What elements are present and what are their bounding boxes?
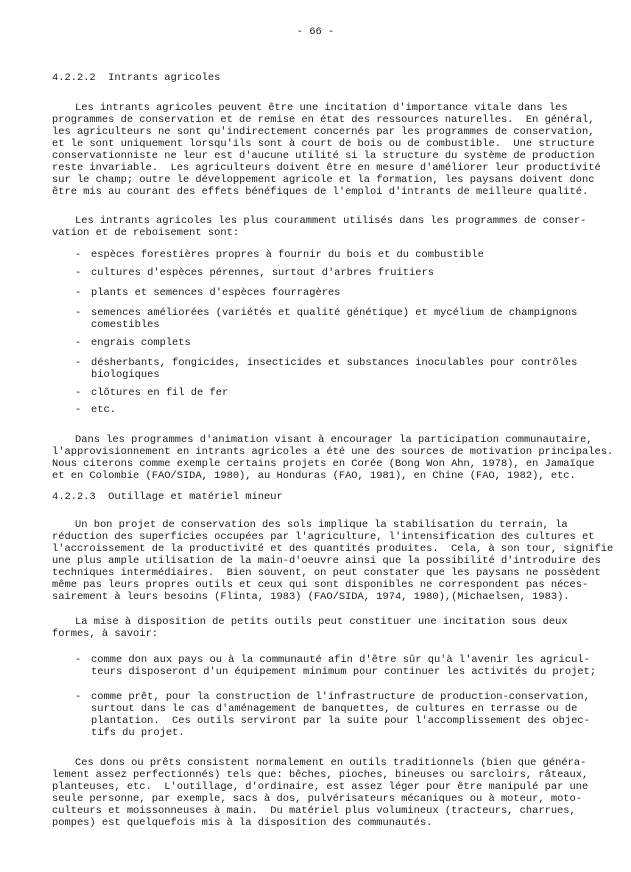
text-line: Un bon projet de conservation des sols implique la stabilisation du terrain, la: [75, 519, 568, 531]
bullet-dash-icon: -: [75, 357, 82, 369]
paragraph: [52, 519, 612, 603]
paragraph: [52, 434, 612, 482]
text-line: Les intrants agricoles les plus couramment utilisés dans les programmes de conser-: [75, 215, 587, 227]
bullet-dash-icon: -: [75, 691, 82, 703]
text-line: comestibles: [91, 319, 160, 331]
text-line: reste invariable. Les agriculteurs doivent être en mesure d'améliorer leur productivité: [52, 162, 601, 174]
text-line: être mis au courant des effets bénéfiques de l'emploi d'intrants de meilleure qualité.: [52, 186, 589, 198]
text-line: l'accroissement de la productivité et des quantités produites. Cela, à son tour, signifie: [52, 543, 614, 555]
text-line: plantation. Ces outils serviront par la suite pour l'accomplissement des objec-: [91, 715, 590, 727]
bullet-dash-icon: -: [75, 387, 82, 399]
text-line: et en Colombie (FAO/SIDA, 1980), au Honduras (FAO, 1981), en Chine (FAO, 1982), etc.: [52, 470, 576, 482]
text-line: lement assez perfectionnés) tels que: bêches, pioches, bineuses ou sarcloirs, râteaux,: [52, 769, 589, 781]
text-line: cultures d'espèces pérennes, surtout d'arbres fruitiers: [91, 267, 434, 279]
text-line: biologiques: [91, 369, 160, 381]
text-line: semences améliorées (variétés et qualité génétique) et mycélium de champignons: [91, 307, 578, 319]
text-line: réduction des superficies occupées par l'agriculture, l'intensification des cultures et: [52, 531, 595, 543]
bullet-text: [91, 287, 340, 299]
text-line: comme don aux pays ou à la communauté afin d'être sûr qu'à l'avenir les agricul-: [91, 654, 590, 666]
text-line: clôtures en fil de fer: [91, 387, 229, 399]
text-line: espèces forestières propres à fournir du bois et du combustible: [91, 249, 484, 261]
paragraph: [52, 616, 612, 640]
bullet-text: [91, 307, 577, 331]
text-line: formes, à savoir:: [52, 628, 159, 640]
text-line: désherbants, fongicides, insecticides et substances inoculables pour contrôles: [91, 357, 578, 369]
text-line: Ces dons ou prêts consistent normalement en outils traditionnels (bien que généra-: [75, 757, 587, 769]
bullet-text: [91, 691, 590, 739]
text-line: seule personne, par exemple, sacs à dos, pulvérisateurs mécaniques ou à moteur, moto-: [52, 793, 583, 805]
page-number: - 66 -: [296, 26, 335, 38]
text-line: Nous citerons comme exemple certains projets en Corée (Bong Won Ahn, 1978), en Jamaïque: [52, 458, 595, 470]
text-line: planteuses, etc. L'outillage, d'ordinaire, est assez léger pour être manipulé par une: [52, 781, 589, 793]
text-line: sur le champ; outre le développement agricole et la formation, les paysans doivent donc: [52, 174, 595, 186]
text-line: l'approvisionnement en intrants agricoles a été une des sources de motivation principales.: [52, 446, 614, 458]
section-heading-4-2-2-3: 4.2.2.3 Outillage et matériel mineur: [52, 491, 283, 503]
text-line: Les intrants agricoles peuvent être une incitation d'importance vitale dans les: [75, 102, 568, 114]
text-line: tifs du projet.: [91, 727, 185, 739]
bullet-dash-icon: -: [75, 249, 82, 261]
bullet-dash-icon: -: [75, 337, 82, 349]
text-line: techniques intermédiaires. Bien souvent, on peut constater que les paysans ne possèdent: [52, 567, 601, 579]
text-line: vation et de reboisement sont:: [52, 227, 240, 239]
bullet-text: [91, 357, 577, 381]
bullet-text: [91, 267, 434, 279]
bullet-dash-icon: -: [75, 654, 82, 666]
bullet-text: [91, 387, 228, 399]
text-line: sairement à leurs besoins (Flinta, 1983) (FAO/SIDA, 1974, 1980),(Michaelsen, 1983).: [52, 591, 570, 603]
text-line: même pas leurs propres outils et ceux qui sont disponibles ne correspondent pas néces-: [52, 579, 589, 591]
text-line: La mise à disposition de petits outils peut constituer une incitation sous deux: [75, 616, 568, 628]
bullet-dash-icon: -: [75, 287, 82, 299]
bullet-text: [91, 249, 484, 261]
text-line: plants et semences d'espèces fourragères: [91, 287, 341, 299]
text-line: une plus ample utilisation de la main-d'oeuvre ainsi que la possibilité d'introduire des: [52, 555, 601, 567]
text-line: Dans les programmes d'animation visant à encourager la participation communautaire,: [75, 434, 593, 446]
paragraph: [52, 757, 612, 829]
text-line: surtout dans le cas d'aménagement de banquettes, de cultures en terrasse ou de: [91, 703, 578, 715]
text-line: pompes) est quelquefois mis à la disposition des communautés.: [52, 817, 433, 829]
paragraph: [52, 102, 612, 198]
bullet-dash-icon: -: [75, 307, 82, 319]
text-line: comme prêt, pour la construction de l'infrastructure de production-conservation,: [91, 691, 590, 703]
text-line: culteurs et moissonneuses à main. Du matériel plus volumineux (tracteurs, charrues,: [52, 805, 576, 817]
text-line: les agriculteurs ne sont qu'indirectement concernés par les programmes de conservation,: [52, 126, 595, 138]
text-line: conservationniste ne leur est d'aucune utilité si la structure du système de production: [52, 150, 595, 162]
text-line: et le sont uniquement lorsqu'ils sont à court de bois ou de combustible. Une structure: [52, 138, 595, 150]
text-line: teurs disposeront d'un équipement minimum pour continuer les activités du projet;: [91, 666, 597, 678]
text-line: programmes de conservation et de remise en état des ressources naturelles. En général,: [52, 114, 595, 126]
text-line: etc.: [91, 404, 116, 416]
text-line: engrais complets: [91, 337, 191, 349]
paragraph: [52, 215, 612, 239]
bullet-dash-icon: -: [75, 267, 82, 279]
bullet-text: [91, 404, 116, 416]
bullet-dash-icon: -: [75, 404, 82, 416]
bullet-text: [91, 337, 191, 349]
bullet-text: [91, 654, 596, 678]
section-heading-4-2-2-2: 4.2.2.2 Intrants agricoles: [52, 72, 221, 84]
